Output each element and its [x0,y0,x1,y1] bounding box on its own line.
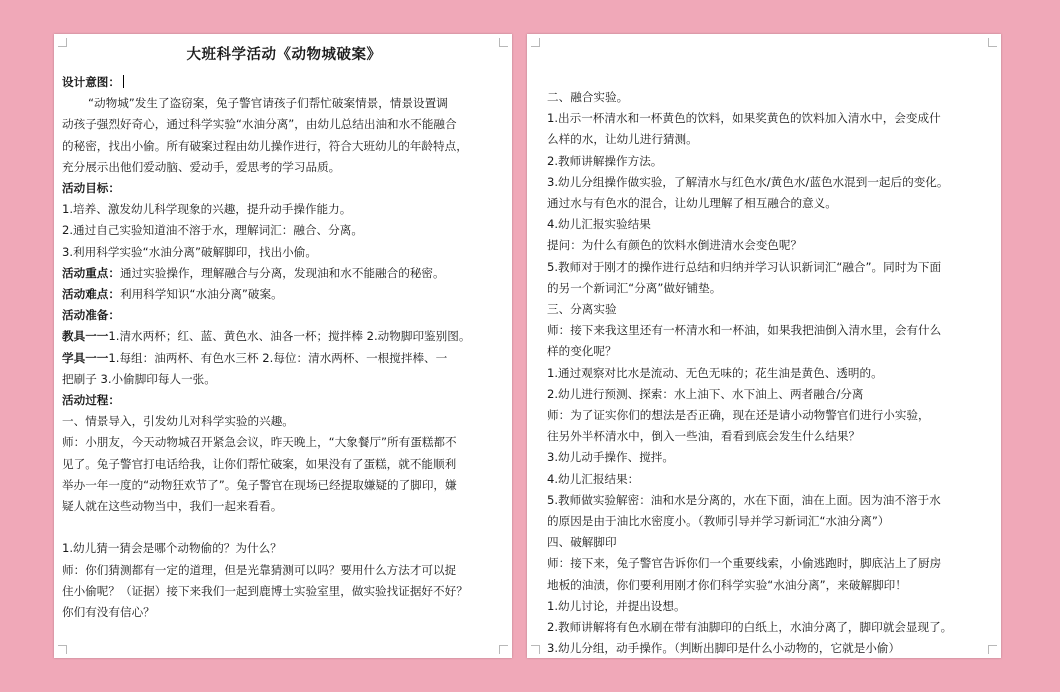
text-line: 师：接下来，兔子警官告诉你们一个重要线索，小偷逃跑时，脚底沾上了厨房 [547,556,942,571]
text-line: 师：为了证实你们的想法是否正确，现在还是请小动物警官们进行小实验， [547,408,930,423]
page-content[interactable] [547,87,987,658]
text-line: 2.幼儿进行预测、探索：水上油下、水下油上、两者融合/分离 [547,386,864,401]
page-corner-mark [988,645,997,654]
text-line: 3.幼儿分组，动手操作。（判断出脚印是什么小动物的，它就是小偷） [547,641,901,656]
text-line: 5.教师做实验解密：油和水是分离的，水在下面，油在上面。因为油不溶于水 [547,492,941,507]
text-line: 动孩子强烈好奇心，通过科学实验“水油分离”，由幼儿总结出油和水不能融合 [62,117,457,132]
text-body[interactable] [62,72,506,623]
text-line: 4.幼儿汇报结果： [547,471,640,486]
line-lead: 活动难点： [62,287,120,302]
page-corner-mark [499,645,508,654]
text-line: 1.通过观察对比水是流动、无色无味的；花生油是黄色、透明的。 [547,365,883,380]
text-line: 把刷子 3.小偷脚印每人一张。 [62,371,216,386]
text-line: 的原因是由于油比水密度小。（教师引导并学习新词汇“水油分离”） [547,514,890,529]
text-line: 提问：为什么有颜色的饮料水倒进清水会变色呢？ [547,238,803,253]
text-line: 举办一年一度的“动物狂欢节了”。兔子警官在现场已经提取嫌疑的了脚印，嫌 [62,477,457,492]
line-lead: 活动重点： [62,265,120,280]
page-corner-mark [531,38,540,47]
text-line: 4.幼儿汇报实验结果 [547,217,651,232]
text-line: 1.培养、激发幼儿科学现象的兴趣，提升动手操作能力。 [62,202,352,217]
text-line: 一、情景导入，引发幼儿对科学实验的兴趣。 [62,414,294,429]
page-corner-mark [988,38,997,47]
text-cursor [123,75,124,88]
document-page-left [54,34,512,658]
text-line: “动物城”发生了盗窃案，兔子警官请孩子们帮忙破案情景，情景设置调 [88,96,448,111]
text-line: 往另外半杯清水中，倒入一些油，看看到底会发生什么结果？ [547,429,861,444]
text-line: 师：小朋友，今天动物城召开紧急会议，昨天晚上，“大象餐厅”所有蛋糕都不 [62,435,457,450]
text-line: 的另一个新词汇“分离”做好铺垫。 [547,280,722,295]
text-line: 的秘密，找出小偷。所有破案过程由幼儿操作进行，符合大班幼儿的年龄特点， [62,138,468,153]
text-line: 二、融合实验。 [547,90,629,104]
text-line: 5.教师对于刚才的操作进行总结和归纳并学习认识新词汇“融合”。同时为下面 [547,259,942,274]
text-line: 四、破解脚印 [547,535,617,550]
text-line: 么样的水，让幼儿进行猜测。 [547,132,698,147]
text-line: 样的变化呢？ [547,344,617,359]
text-line: 3.幼儿动手操作、搅拌。 [547,450,674,465]
line-rest: 利用科学知识“水油分离”破案。 [119,287,283,302]
page-corner-mark [531,645,540,654]
document-title: 大班科学活动《动物城破案》 [186,46,382,63]
text-line: 活动目标： [62,181,120,196]
text-line: 1.出示一杯清水和一杯黄色的饮料，如果奖黄色的饮料加入清水中，会变成什 [547,111,941,126]
text-line: 住小偷呢？（证据）接下来我们一起到鹿博士实验室里，做实验找证据好不好？ [62,583,468,598]
text-line: 通过水与有色水的混合，让幼儿理解了相互融合的意义。 [547,196,837,211]
text-line: 三、分离实验 [547,302,617,317]
text-line: 1.幼儿讨论，并提出设想。 [547,598,686,613]
text-line: 你们有没有信心？ [62,605,155,620]
document-page-right [527,34,1001,658]
text-line: 活动过程： [62,393,120,408]
text-line: 充分展示出他们爱动脑、爱动手，爱思考的学习品质。 [62,159,341,174]
line-rest: 通过实验操作，理解融合与分离，发现油和水不能融合的秘密。 [119,265,445,280]
page-corner-mark [58,645,67,654]
text-line: 2.通过自己实验知道油不溶于水，理解词汇：融合、分离。 [62,223,363,238]
line-rest: 1.清水两杯；红、蓝、黄色水、油各一杯；搅拌棒 2.动物脚印鉴别图。 [108,329,471,344]
text-line: 2.教师讲解将有色水刷在带有油脚印的白纸上，水油分离了，脚印就会显现了。 [547,620,953,635]
text-line [62,284,506,305]
line-rest: 1.每组：油两杯、有色水三杯 2.每位：清水两杯、一根搅拌棒、一 [108,350,448,365]
text-line: 1.幼儿猜一猜会是哪个动物偷的？为什么？ [62,541,282,556]
text-line: 师：接下来我这里还有一杯清水和一杯油，如果我把油倒入清水里，会有什么 [547,323,942,338]
text-line [62,348,506,369]
text-line [62,263,506,284]
line-lead: 学具一一 [62,350,109,365]
text-line: 3.幼儿分组操作做实验，了解清水与红色水/黄色水/蓝色水混到一起后的变化。 [547,174,949,189]
text-body[interactable] [547,87,987,658]
page-content[interactable] [62,44,506,623]
text-line [62,517,506,538]
text-line: 设计意图： [62,72,506,93]
text-line [62,326,506,347]
text-line: 师：你们猜测都有一定的道理，但是光靠猜测可以吗？要用什么方法才可以捉 [62,562,457,577]
text-line: 3.利用科学实验“水油分离”破解脚印，找出小偷。 [62,244,317,259]
text-line: 活动准备： [62,308,120,323]
text-line: 2.教师讲解操作方法。 [547,153,663,168]
text-line: 疑人就在这些动物当中，我们一起来看看。 [62,499,283,514]
text-line: 地板的油渍，你们要利用刚才你们科学实验“水油分离”，来破解脚印！ [547,577,907,592]
text-line: 见了。兔子警官打电话给我，让你们帮忙破案，如果没有了蛋糕，就不能顺利 [62,456,457,471]
line-lead: 教具一一 [62,329,109,344]
